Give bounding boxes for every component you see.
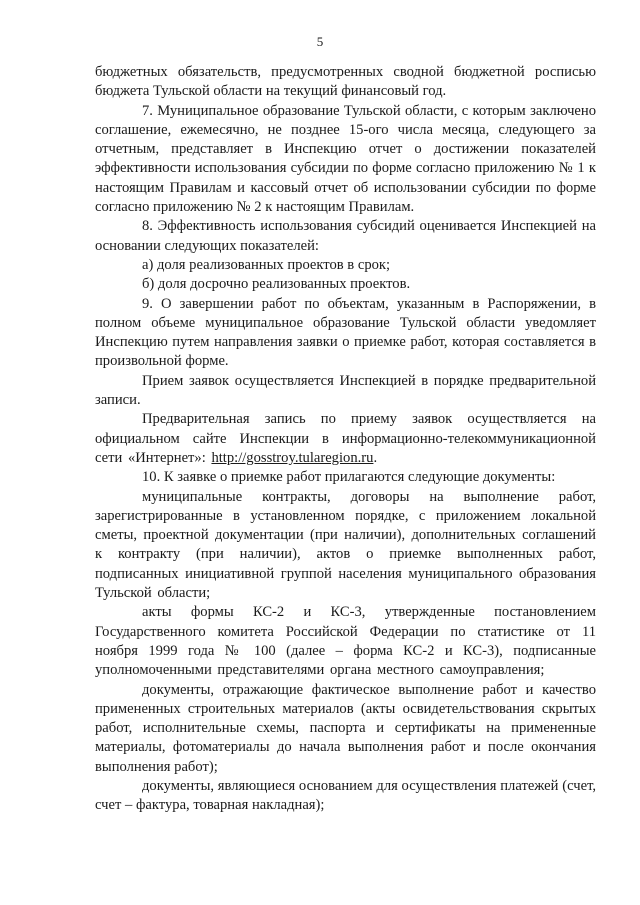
paragraph-applications-intake: Прием заявок осуществляется Инспекцией в порядке предварительной записи. — [95, 372, 596, 409]
paragraph-9-completion: 9. О завершении работ по объектам, указанным в Распоряжении, в полном объеме муниципальное образование Тульской области уведомляет Инспекцию путем направления заявки о приемке работ, которая составляется в произвольной форме. — [95, 295, 596, 370]
doc-item-ks-acts: акты формы КС-2 и КС-3, утвержденные постановлением Государственного комитета Российской Федерации по статистике от 11 ноября 1999 года № 100 (далее – форма КС-2 и КС-3), подписанные уполномоченными представителями органа местного самоуправления; — [95, 604, 596, 679]
list-item-b: б) доля досрочно реализованных проектов. — [142, 276, 411, 293]
doc-item-payment-basis: документы, являющиеся основанием для осуществления платежей (счет, счет – фактура, товарная накладная); — [95, 777, 596, 814]
doc-item-actual-work: документы, отражающие фактическое выполнение работ и качество примененных строительных материалов (акты освидетельствования скрытых работ, исполнительные схемы, паспорта и сертификаты на примененные материалы, фотоматериалы до начала выполнения работ и после окончания выполнения работ); — [95, 681, 596, 775]
page-number: 5 — [316, 34, 324, 49]
paragraph-7-reporting: 7. Муниципальное образование Тульской области, с которым заключено соглашение, ежемесячно, не позднее 15-ого числа месяца, следующего за отчетным, представляет в Инспекцию отчет о достижении показателей эффективности использования субсидии по форме согласно приложению № 1 к настоящим Правилам и кассовый отчет об использовании субсидии по форме согласно приложению № 2 к настоящим Правилам. — [95, 102, 596, 216]
document-body — [95, 63, 596, 816]
website-link[interactable]: http://gosstroy.tularegion.ru — [211, 449, 374, 466]
list-item-a: а) доля реализованных проектов в срок; — [142, 256, 391, 273]
preregistration-text: Предварительная запись по приему заявок осуществляется на официальном сайте Инспекции в информационно-телекоммуникационной сети «Интернет»: — [95, 411, 596, 466]
paragraph-8-efficiency: 8. Эффективность использования субсидий оценивается Инспекцией на основании следующих показателей: — [95, 218, 596, 254]
paragraph-budget-obligations: бюджетных обязательств, предусмотренных сводной бюджетной росписью бюджета Тульской области на текущий финансовый год. — [95, 64, 596, 100]
paragraph-10-documents: 10. К заявке о приемке работ прилагаются следующие документы: — [142, 469, 556, 486]
paragraph-preregistration — [95, 410, 596, 468]
doc-item-contracts: муниципальные контракты, договоры на выполнение работ, зарегистрированные в установленном порядке, с приложением локальной сметы, проектной документации (при наличии), дополнительных соглашений к контракту (при наличии), актов о приемке выполненных работ, подписанных инициативной группой населения муниципального образования Тульской области; — [95, 488, 596, 602]
preregistration-end: . — [373, 449, 378, 466]
